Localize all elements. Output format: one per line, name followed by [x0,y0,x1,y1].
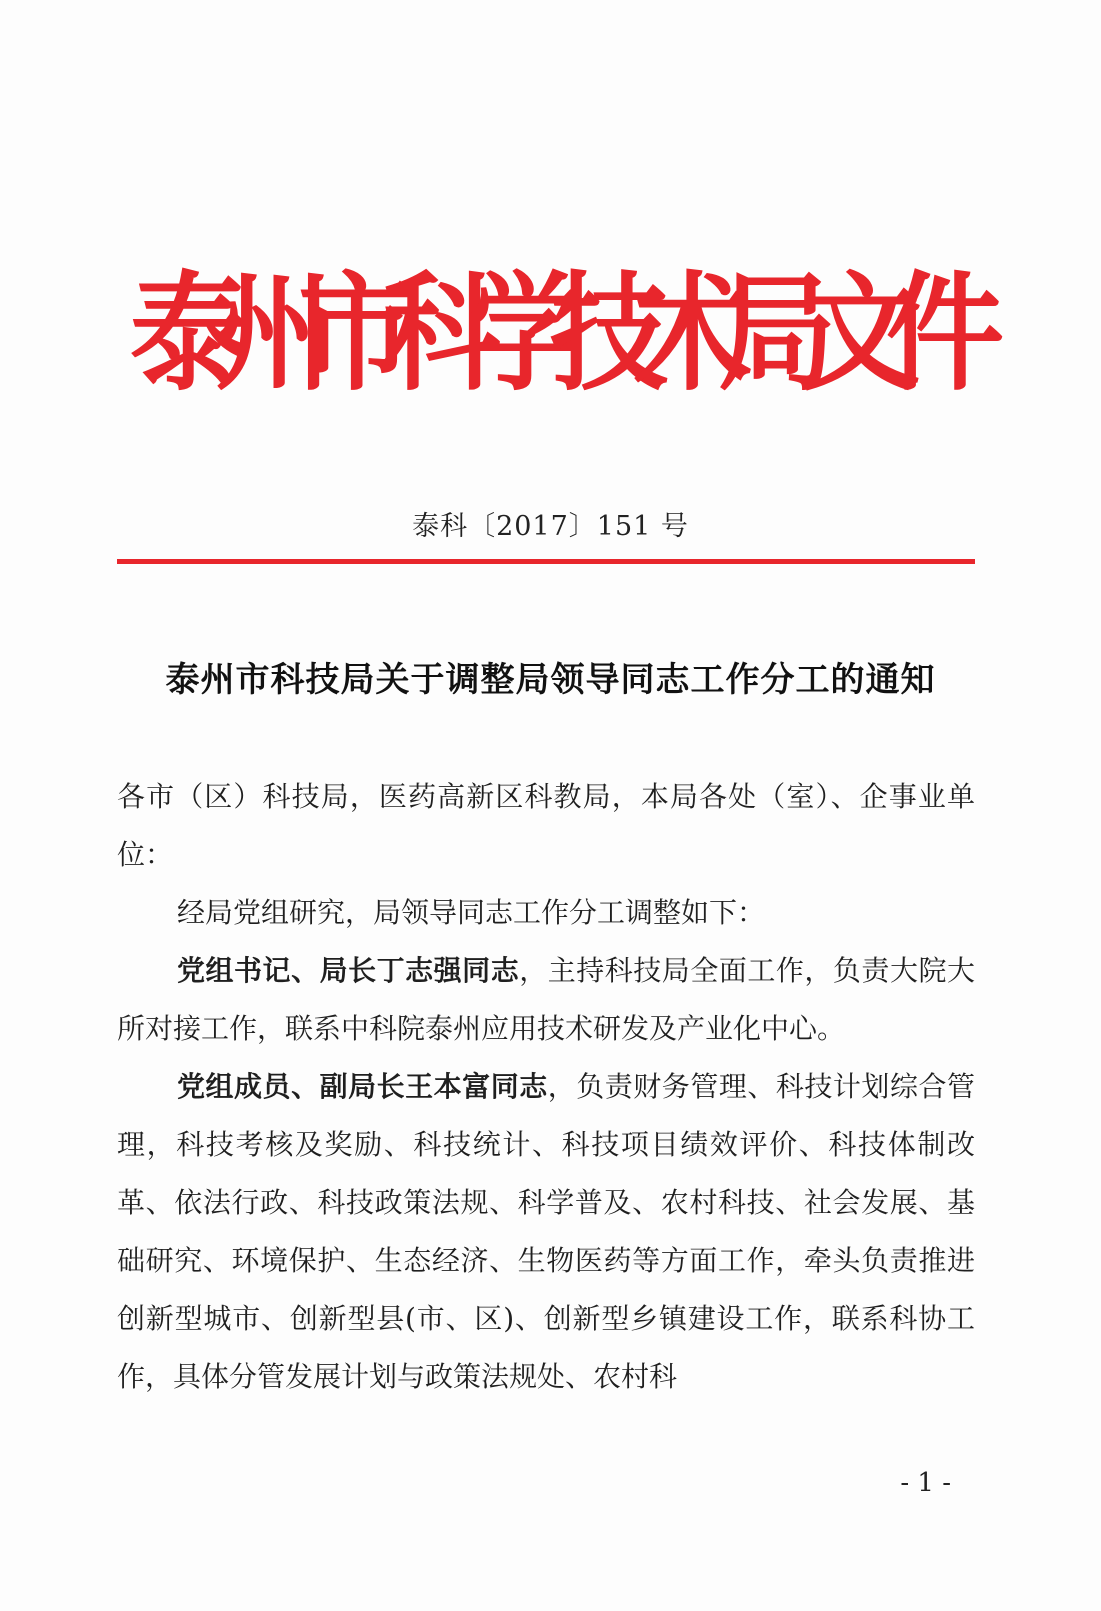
masthead-char: 局 [718,258,837,408]
masthead-char: 州 [214,258,333,408]
masthead-char: 泰 [130,258,249,408]
addressee-line: 各市（区）科技局，医药高新区科教局，本局各处（室）、企事业单位： [117,780,975,871]
masthead-char: 文 [802,258,921,408]
masthead-char: 科 [382,258,501,408]
masthead-title [130,252,1005,414]
red-divider-line [117,559,975,564]
page-number: - 1 - [900,1468,951,1498]
paragraph-text: ，负责财务管理、科技计划综合管理，科技考核及奖励、科技统计、科技项目绩效评价、科技体制改革、依法行政、科技政策法规、科学普及、农村科技、社会发展、基础研究、环境保护、生态经济、生物医药等方面工作，牵头负责推进创新型城市、创新型县(市、区)、创新型乡镇建设工作，联系科协工作，具体分管发展计划与政策法规处、农村科 [117,1070,975,1393]
document-title: 泰州市科技局关于调整局领导同志工作分工的通知 [165,660,936,700]
masthead-char: 件 [886,258,1005,408]
paragraph-lead: 党组书记、局长丁志强同志 [177,954,520,987]
intro-paragraph: 经局党组研究，局领导同志工作分工调整如下： [177,896,766,929]
paragraph-deputy-director [117,1058,975,1406]
paragraph-director [117,942,975,1058]
masthead-char: 市 [298,258,417,408]
paragraph-lead: 党组成员、副局长王本富同志 [177,1070,548,1103]
document-body [117,768,975,1406]
masthead-char: 术 [634,258,753,408]
paragraph-text: ，主持科技局全面工作，负责大院大所对接工作，联系中科院泰州应用技术研发及产业化中心。 [117,954,975,1045]
masthead-char: 学 [466,258,585,408]
masthead-char: 技 [550,258,669,408]
document-number: 泰科〔2017〕151 号 [412,511,689,542]
